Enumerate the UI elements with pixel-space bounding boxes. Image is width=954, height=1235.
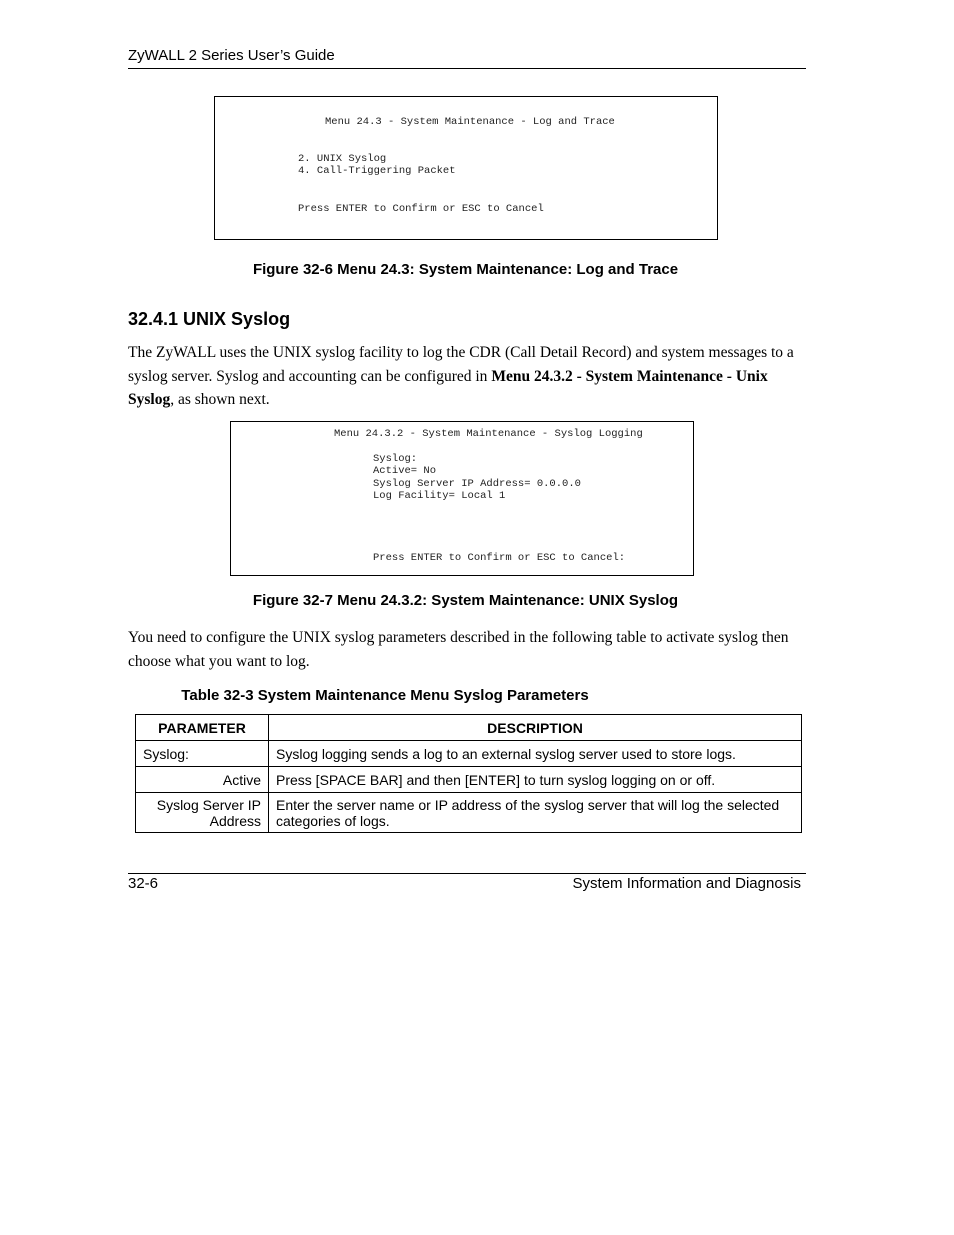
configure-paragraph: You need to configure the UNIX syslog parameters described in the following table to activate syslog then choose what you want to log. [128, 629, 789, 670]
parameter-cell: Syslog Server IP Address [136, 793, 269, 833]
column-header-parameter: PARAMETER [136, 715, 269, 741]
table-row [136, 741, 802, 767]
section-title: 32.4.1 UNIX Syslog [128, 309, 291, 329]
description-cell: Syslog logging sends a log to an external syslog server used to store logs. [269, 741, 802, 767]
terminal-prompt: Press ENTER to Confirm or ESC to Cancel [298, 203, 544, 215]
syslog-parameters-table [135, 714, 802, 833]
menu-item-call-triggering-packet: 4. Call-Triggering Packet [298, 165, 456, 177]
table-row [136, 793, 802, 833]
field-log-facility: Log Facility= Local 1 [373, 490, 506, 502]
footer-rule [128, 873, 806, 874]
running-header: ZyWALL 2 Series User’s Guide [128, 47, 335, 64]
intro-menu-reference: Menu 24.3.2 - System Maintenance - Unix Syslog [128, 367, 768, 408]
intro-text-2: , as shown next. [170, 391, 270, 408]
terminal-screen-menu-24-3 [214, 96, 718, 240]
table-caption: Table 32-3 System Maintenance Menu Syslog Parameters [181, 687, 589, 704]
figure-caption-32-6: Figure 32-6 Menu 24.3: System Maintenance: Log and Trace [252, 261, 679, 278]
field-active: Active= No [373, 465, 437, 477]
terminal-title: Menu 24.3 - System Maintenance - Log and Trace [325, 116, 615, 128]
figure-caption-32-7: Figure 32-7 Menu 24.3.2: System Maintenance: UNIX Syslog [252, 592, 679, 609]
chapter-title: System Information and Diagnosis [572, 875, 801, 892]
terminal-screen-menu-24-3-2 [230, 421, 694, 576]
table-header-row [136, 715, 802, 741]
field-syslog-server-ip: Syslog Server IP Address= 0.0.0.0 [373, 478, 581, 490]
field-syslog-label: Syslog: [373, 453, 418, 465]
description-cell: Enter the server name or IP address of the syslog server that will log the selected categories of logs. [269, 793, 802, 833]
terminal-title: Menu 24.3.2 - System Maintenance - Syslog Logging [334, 428, 643, 440]
header-rule [128, 68, 806, 69]
parameter-cell: Syslog: [136, 741, 269, 767]
parameter-cell: Active [136, 767, 269, 793]
terminal-prompt: Press ENTER to Confirm or ESC to Cancel: [373, 552, 626, 564]
intro-text-1: The ZyWALL uses the UNIX syslog facility to log the CDR (Call Detail Record) and system messages to a syslog server. Syslog and accounting can be configured in [128, 344, 794, 385]
description-cell: Press [SPACE BAR] and then [ENTER] to turn syslog logging on or off. [269, 767, 802, 793]
table-row [136, 767, 802, 793]
page-number: 32-6 [128, 875, 159, 892]
intro-paragraph [128, 341, 804, 412]
column-header-description: DESCRIPTION [269, 715, 802, 741]
menu-item-unix-syslog: 2. UNIX Syslog [298, 153, 387, 165]
